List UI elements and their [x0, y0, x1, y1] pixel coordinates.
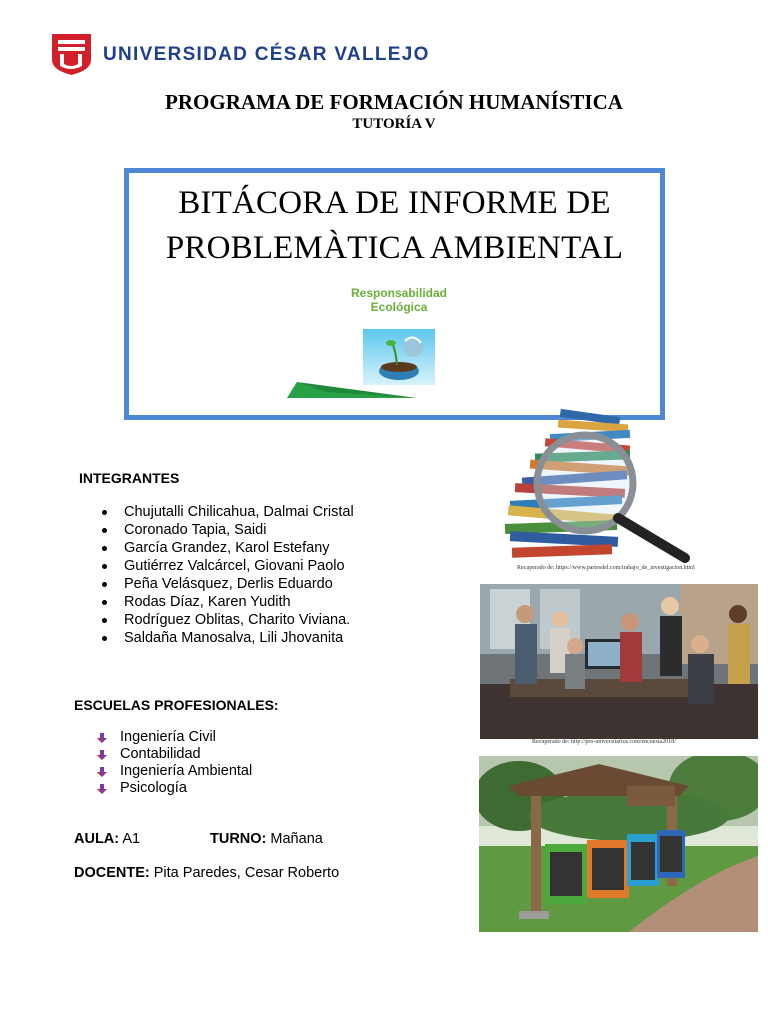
- program-title: PROGRAMA DE FORMACIÓN HUMANÍSTICA: [165, 90, 623, 114]
- ucv-logo: [50, 32, 93, 76]
- cover-box: [124, 168, 665, 420]
- list-item: Contabilidad: [96, 746, 252, 763]
- cover-title-line1: BITÁCORA DE INFORME DE: [178, 185, 611, 221]
- list-item: Rodríguez Oblitas, Charito Viviana.: [100, 611, 354, 629]
- eco-plant-image: [363, 329, 435, 385]
- list-item: Rodas Díaz, Karen Yudith: [100, 593, 354, 611]
- bullet-arrow-icon: [96, 766, 108, 778]
- list-item: García Grandez, Karol Estefany: [100, 539, 354, 557]
- eco-responsibility-label: [324, 286, 474, 314]
- list-item: Ingeniería Ambiental: [96, 763, 252, 780]
- docente-value: Pita Paredes, Cesar Roberto: [149, 865, 340, 881]
- list-item: Peña Velásquez, Derlis Eduardo: [100, 575, 354, 593]
- cover-title: [129, 181, 660, 271]
- cover-title-line2: PROBLEMÀTICA AMBIENTAL: [165, 230, 624, 266]
- books-magnifier-image: [500, 408, 720, 563]
- aula-label: AULA:: [74, 831, 120, 847]
- list-item: Coronado Tapia, Saidi: [100, 521, 354, 539]
- tutoria-subtitle: TUTORÍA V: [352, 116, 436, 132]
- meeting-image-caption: Recuperado de: http://pro-universitarios.com/encuesta2018/: [532, 739, 676, 745]
- list-item: Gutiérrez Valcárcel, Giovani Paolo: [100, 557, 354, 575]
- list-item: Saldaña Manosalva, Lili Jhovanita: [100, 629, 354, 647]
- university-name: UNIVERSIDAD CÉSAR VALLEJO: [103, 44, 430, 65]
- turno-value: Mañana: [266, 831, 323, 847]
- bullet-arrow-icon: [96, 732, 108, 744]
- bullet-icon: [102, 528, 107, 533]
- aula-field: [74, 831, 140, 847]
- bullet-icon: [102, 564, 107, 569]
- bullet-arrow-icon: [96, 783, 108, 795]
- team-meeting-image: [480, 584, 758, 739]
- green-wedge-decoration: [287, 378, 417, 398]
- members-list: [100, 503, 354, 647]
- aula-value: A1: [119, 831, 141, 847]
- turno-field: [210, 831, 323, 847]
- list-item: Ingeniería Civil: [96, 729, 252, 746]
- eco-label-line2: Ecológica: [370, 300, 428, 314]
- recycling-bins-image: [479, 756, 758, 932]
- bullet-icon: [102, 636, 107, 641]
- schools-list: [96, 729, 252, 797]
- eco-label-line1: Responsabilidad: [350, 286, 448, 300]
- list-item: Chujutalli Chilicahua, Dalmai Cristal: [100, 503, 354, 521]
- bullet-icon: [102, 618, 107, 623]
- bullet-icon: [102, 582, 107, 587]
- integrantes-label: INTEGRANTES: [79, 470, 180, 486]
- bullet-icon: [102, 600, 107, 605]
- escuelas-label: ESCUELAS PROFESIONALES:: [74, 697, 279, 713]
- docente-label: DOCENTE:: [74, 865, 150, 881]
- books-image-caption: Recuperado de: https://www.partesdel.com/trabajo_de_investigacion.html: [517, 565, 695, 571]
- list-item: Psicología: [96, 780, 252, 797]
- bullet-icon: [102, 546, 107, 551]
- bullet-arrow-icon: [96, 749, 108, 761]
- turno-label: TURNO:: [210, 831, 267, 847]
- bullet-icon: [102, 510, 107, 515]
- docente-field: [74, 865, 339, 881]
